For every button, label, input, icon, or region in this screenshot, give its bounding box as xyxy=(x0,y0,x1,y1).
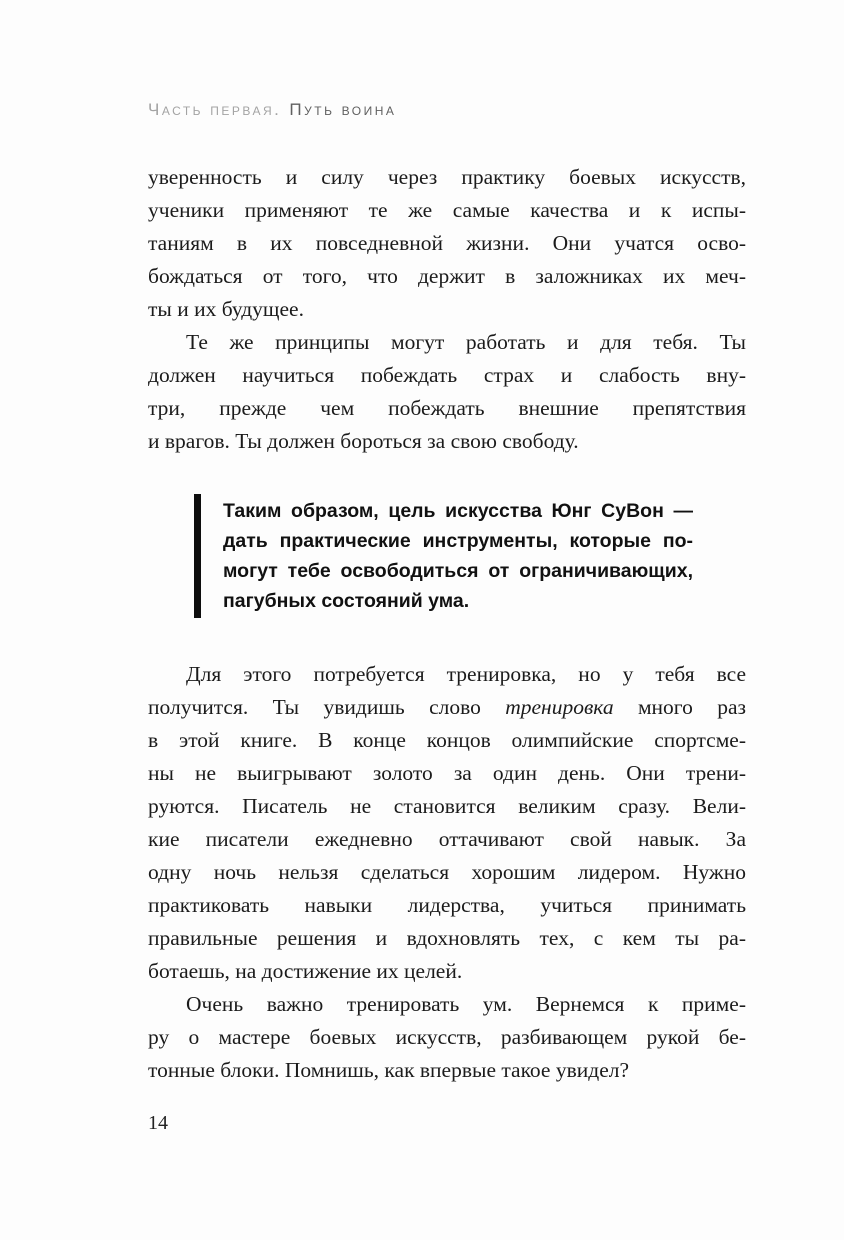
text-line: ны не выигрывают золото за один день. Они трени- xyxy=(148,761,746,785)
body-text xyxy=(148,161,746,1087)
part-label: Часть первая. xyxy=(148,100,282,119)
text-line: ботаешь, на достижение их целей. xyxy=(148,959,463,983)
text-line: бождаться от того, что держит в заложниках их меч- xyxy=(148,264,746,288)
text-line: Те же принципы могут работать и для тебя. Ты xyxy=(186,330,746,354)
text-line: одну ночь нельзя сделаться хорошим лидером. Нужно xyxy=(148,860,746,884)
chapter-title: Путь воина xyxy=(289,100,397,119)
blockquote xyxy=(194,494,746,618)
text-line: кие писатели ежедневно оттачивают свой навык. За xyxy=(148,827,746,851)
paragraph xyxy=(148,161,746,326)
text-line: руются. Писатель не становится великим сразу. Вели- xyxy=(148,794,746,818)
text-line: таниям в их повседневной жизни. Они учатся осво- xyxy=(148,231,746,255)
text-line: пагубных состояний ума. xyxy=(223,590,470,612)
text-line: три, прежде чем побеждать внешние препятствия xyxy=(148,396,746,420)
page-number: 14 xyxy=(148,1112,168,1134)
text-line: могут тебе освободиться от ограничивающих, xyxy=(223,560,693,582)
running-header xyxy=(148,100,396,120)
text-line: уверенность и силу через практику боевых искусств, xyxy=(148,165,746,189)
text-line: и врагов. Ты должен бороться за свою свободу. xyxy=(148,429,579,453)
text-line: тонные блоки. Помнишь, как впервые такое увидел? xyxy=(148,1058,630,1082)
text-line: ты и их будущее. xyxy=(148,297,304,321)
text-line: должен научиться побеждать страх и слабость вну- xyxy=(148,363,746,387)
text-line: ру о мастере боевых искусств, разбивающем рукой бе- xyxy=(148,1025,746,1049)
text-line: практиковать навыки лидерства, учиться принимать xyxy=(148,893,746,917)
paragraph xyxy=(148,326,746,458)
text-line: в этой книге. В конце концов олимпийские спортсме- xyxy=(148,728,746,752)
text-line: Таким образом, цель искусства Юнг СуВон — xyxy=(223,500,693,522)
paragraph xyxy=(148,988,746,1087)
text-line: правильные решения и вдохновлять тех, с кем ты ра- xyxy=(148,926,746,950)
quote-text xyxy=(223,494,693,618)
text-line: ученики применяют те же самые качества и к испы- xyxy=(148,198,746,222)
text-line: Для этого потребуется тренировка, но у тебя все xyxy=(186,662,746,686)
quote-bar xyxy=(194,494,201,618)
text-line: Очень важно тренировать ум. Вернемся к приме- xyxy=(186,992,746,1016)
text-line: получится. Ты увидишь слово тренировка много раз xyxy=(148,695,747,719)
text-line: дать практические инструменты, которые по- xyxy=(223,530,693,552)
paragraph xyxy=(148,658,746,988)
